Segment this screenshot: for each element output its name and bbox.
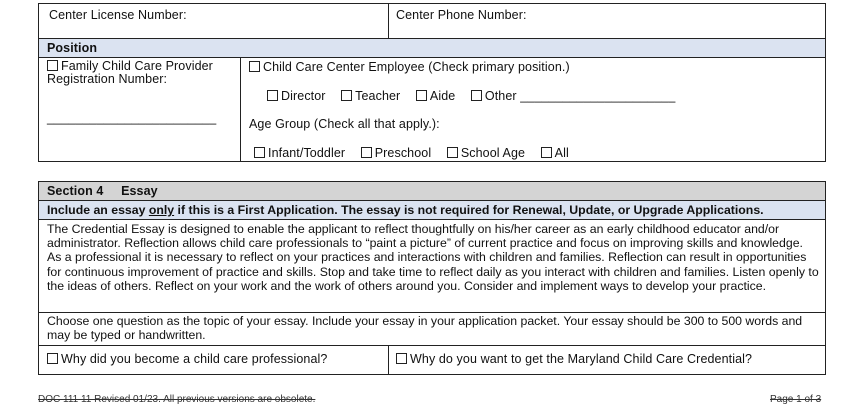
age-infant-toddler-label: Infant/Toddler	[268, 146, 346, 160]
center-employee-checkbox[interactable]	[249, 61, 260, 72]
essay-topic-instructions: Choose one question as the topic of your essay. Include your essay in your application packet. Your essay should be 300 to 500 words and may be typed or handwritten.	[47, 314, 803, 343]
age-all	[541, 146, 569, 160]
role-director-label: Director	[281, 89, 326, 103]
age-infant-toddler	[254, 146, 345, 160]
school-age-checkbox[interactable]	[447, 147, 458, 158]
question1-label: Why did you become a child care professional?	[61, 352, 328, 366]
age-school-age	[447, 146, 525, 160]
age-all-label: All	[554, 146, 569, 160]
question2-checkbox[interactable]	[396, 353, 407, 364]
infant-toddler-checkbox[interactable]	[254, 147, 265, 158]
essay-instruction	[39, 201, 825, 220]
center-info-row	[38, 3, 826, 39]
center-license-label: Center License Number:	[49, 8, 187, 22]
question2-label: Why do you want to get the Maryland Child Care Credential?	[410, 352, 753, 366]
position-divider	[240, 58, 241, 161]
other-checkbox[interactable]	[471, 90, 482, 101]
age-school-age-label: School Age	[460, 146, 526, 160]
center-employee-label: Child Care Center Employee (Check primary position.)	[263, 60, 570, 74]
section4-heading	[39, 182, 825, 201]
position-block	[38, 38, 826, 162]
instruction-pre: Include an essay	[47, 203, 149, 217]
role-teacher-label: Teacher	[355, 89, 401, 103]
role-aide	[416, 89, 455, 103]
center-divider	[388, 4, 389, 38]
roles-row	[267, 89, 675, 103]
center-phone-label: Center Phone Number:	[396, 8, 527, 22]
age-group-label: Age Group (Check all that apply.):	[249, 117, 440, 131]
section4-number: Section 4	[47, 184, 104, 198]
center-employee-option	[249, 60, 570, 74]
footer-page-number: Page 1 of 3	[770, 394, 822, 405]
role-teacher	[341, 89, 400, 103]
position-heading: Position	[39, 39, 825, 58]
section4-title: Essay	[121, 184, 158, 198]
footer-revision: DOC 111 11 Revised 01/23. All previous versions are obsolete.	[38, 394, 316, 405]
essay-paragraph-divider	[39, 312, 825, 313]
question2-option	[396, 352, 752, 366]
director-checkbox[interactable]	[267, 90, 278, 101]
questions-divider	[39, 345, 825, 346]
registration-label: Registration Number:	[47, 72, 168, 86]
registration-number-blank[interactable]: ________________________	[47, 111, 217, 125]
question1-option	[47, 352, 327, 366]
aide-checkbox[interactable]	[416, 90, 427, 101]
all-ages-checkbox[interactable]	[541, 147, 552, 158]
essay-description: The Credential Essay is designed to enable the applicant to reflect thoughtfully on his/her career as an early childhood educator and/or administrator. Reflection allows child care professionals to “paint a picture” of current practice and focus on improving skills and knowledge. As a professional it is necessary to reflect on your practices and interactions with children and families. Reflection can result in opportunities for continuous improvement of practice and skills. Stop and take time to reflect daily as you interact with children and families. Listen openly to the ideas of others. Reflect on your work and the work of others around you. Consider and implement ways to develop your practice.	[47, 222, 819, 293]
family-provider-checkbox[interactable]	[47, 60, 58, 71]
role-other	[471, 89, 675, 103]
role-other-label: Other ______________________	[484, 89, 676, 103]
family-provider-label: Family Child Care Provider	[61, 59, 213, 73]
age-preschool-label: Preschool	[374, 146, 432, 160]
essay-section	[38, 181, 826, 375]
age-preschool	[361, 146, 432, 160]
question1-checkbox[interactable]	[47, 353, 58, 364]
preschool-checkbox[interactable]	[361, 147, 372, 158]
age-groups-row	[254, 146, 569, 160]
family-provider-option	[47, 60, 213, 86]
role-director	[267, 89, 326, 103]
questions-mid-divider	[388, 345, 389, 374]
role-aide-label: Aide	[429, 89, 456, 103]
instruction-emphasis: only	[148, 203, 175, 217]
teacher-checkbox[interactable]	[341, 90, 352, 101]
instruction-post: if this is a First Application. The essay is not required for Renewal, Update, or Upgrade Applications.	[174, 203, 764, 217]
